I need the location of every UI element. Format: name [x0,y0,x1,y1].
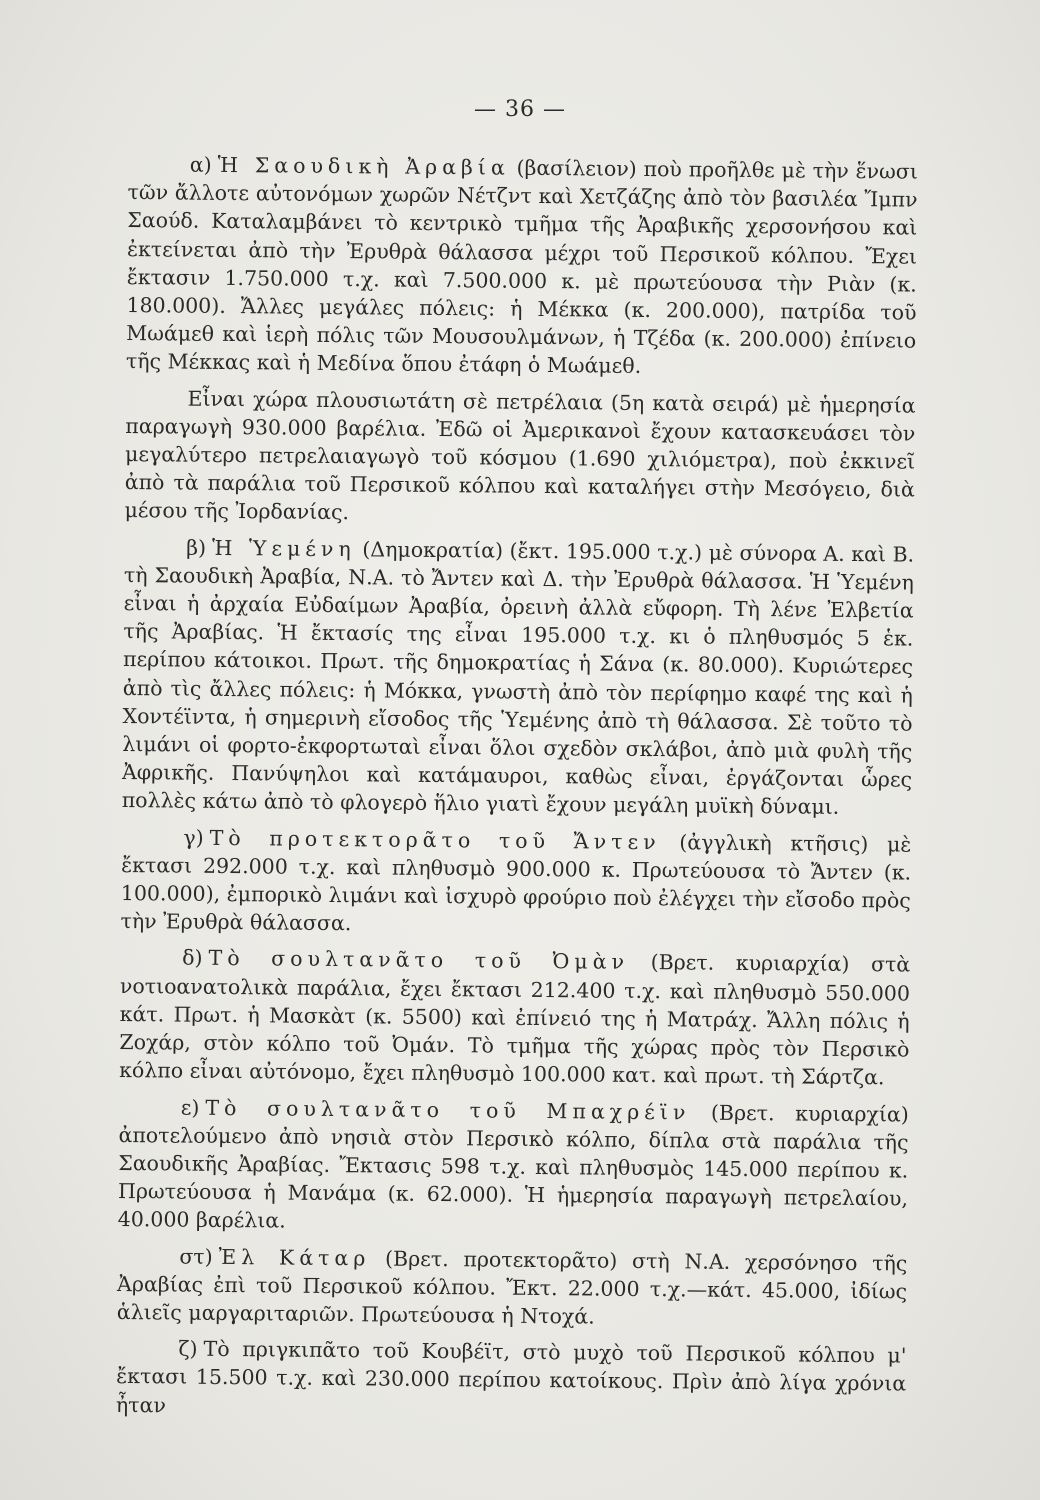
paragraph-text: (Βρετ. κυριαρχία) στὰ νοτιοανατολικὰ παράλια, ἔχει ἔκτασι 212.400 τ.χ. καὶ πληθυσμὸ 550.000 κάτ. Πρωτ. ἡ Μασκὰτ (κ. 5500) καὶ ἐπίνειό της ἡ Ματράχ. Ἄλλη πόλις ἡ Ζοχάρ, στὸν κόλπο τοῦ Ὀμάν. Τὸ τμῆμα τῆς χώρας πρὸς τὸν Περσικὸ κόλπο εἶναι αὐτόνομο, ἔχει πληθυσμὸ 100.000 κατ. καὶ πρωτ. τὴ Σάρτζα. [119,950,911,1090]
body-text [116,150,918,1434]
paragraph-label: α) [189,152,212,177]
paragraph-text: (ἀγγλικὴ κτῆσις) μὲ ἔκτασι 292.000 τ.χ. καὶ πληθυσμὸ 900.000 κ. Πρωτεύουσα τὸ Ἄντεν (κ. 100.000), ἐμπορικὸ λιμάνι καὶ ἰσχυρὸ φρούριο ποὺ ἐλέγχει τὴν εἴσοδο πρὸς τὴν Ἐρυθρὰ θάλασσα. [120,829,912,936]
paragraph-heading: Τὸ προτεκτορᾶτο τοῦ Ἄντεν [209,825,661,854]
paragraph-bahrain [118,1092,909,1241]
paragraph-label: ε) [180,1095,200,1120]
paragraph-yemen [122,533,915,823]
paragraph-heading: Ἡ Σαουδικὴ Ἀραβία [217,152,510,180]
paragraph-saudi-arabia [126,150,918,383]
paragraph-oman [119,943,910,1092]
paragraph-kuwait [116,1334,907,1426]
paragraph-heading: Τὸ σουλτανᾶτο τοῦ Ὀμὰν [208,946,630,975]
paragraph-text: (Δημοκρατία) (ἔκτ. 195.000 τ.χ.) μὲ σύνορα Α. καὶ Β. τὴ Σαουδικὴ Ἀραβία, Ν.Α. τὸ Ἄντεν καὶ Δ. τὴν Ἐρυθρὰ θάλασσα. Ἡ Ὑεμένη εἶναι ἡ ἀρχαία Εὐδαίμων Ἀραβία, ὀρεινὴ ἀλλὰ εὔφορη. Τὴ λένε Ἐλβετία τῆς Ἀραβίας. Ἡ ἔκτασίς της εἶναι 195.000 τ.χ. κι ὁ πληθυσμός 5 ἑκ. περίπου κάτοικοι. Πρωτ. τῆς δημοκρατίας ἡ Σάνα (κ. 80.000). Κυριώτερες ἀπὸ τὶς ἄλλες πόλεις: ἡ Μόκκα, γνωστὴ ἀπὸ τὸν περίφημο καφέ της καὶ ἡ Χοντέϊντα, ἡ σημερινὴ εἴσοδος τῆς Ὑεμένης ἀπὸ τὴ θάλασσα. Σὲ τοῦτο τὸ λιμάνι οἱ φορτο-ἐκφορτωταὶ εἶναι ὅλοι σχεδὸν σκλάβοι, ἀπὸ μιὰ φυλὴ τῆς Ἀφρικῆς. Πανύψηλοι καὶ κατάμαυροι, καθὼς εἶναι, ἐργάζονται ὧρες πολλὲς κάτω ἀπὸ τὸ φλογερὸ ἥλιο γιατὶ ἔχουν μεγάλη μυϊκὴ δύναμι. [121,536,915,820]
paragraph-heading: Ἡ Ὑεμένη [211,535,356,561]
page-number: — 36 — [474,97,566,122]
paragraph-heading: Τὸ σουλτανᾶτο τοῦ Μπαχρέϊν [205,1095,691,1124]
paragraph-text: (Βρετ. προτεκτορᾶτο) στὴ Ν.Α. χερσόνησο τῆς Ἀραβίας ἐπὶ τοῦ Περσικοῦ κόλπου. Ἔκτ. 22.000 τ.χ.—κάτ. 45.000, ἰδίως ἁλιεῖς μαργαριταριῶν. Πρωτεύουσα ἡ Ντοχά. [116,1246,908,1329]
paragraph-heading: Ἐλ Κάταρ [218,1244,371,1270]
paragraph-text: Εἶναι χώρα πλουσιωτάτη σὲ πετρέλαια (5η κατὰ σειρά) μὲ ἡμερησία παραγωγὴ 930.000 βαρέλια. Ἐδῶ οἱ Ἀμερικανοὶ ἔχουν κατασκευάσει τὸν μεγαλύτερο πετρελαιαγωγὸ τοῦ κόσμου (1.690 χιλιόμετρα), ποὺ ἐκκινεῖ ἀπὸ τὰ παράλια τοῦ Περσικοῦ κόλπου καὶ καταλήγει στὴν Μεσόγειο, διὰ μέσου τῆς Ἰορδανίας. [124,386,916,525]
paragraph-label: β) [186,535,207,560]
paragraph-qatar [117,1241,908,1333]
paragraph-text: Τὸ πριγκιπᾶτο τοῦ Κουβέϊτ, στὸ μυχὸ τοῦ Περσικοῦ κόλπου μ' ἔκτασι 15.500 τ.χ. καὶ 230.000 περίπου κατοίκους. Πρὶν ἀπὸ λίγα χρόνια ἦταν [115,1336,907,1417]
paragraph-aden [120,823,911,943]
paragraph-label: γ) [183,825,204,850]
paragraph-text: (βασίλειον) ποὺ προῆλθε μὲ τὴν ἕνωσι τῶν ἄλλοτε αὐτονόμων χωρῶν Νέτζντ καὶ Χετζάζης ἀπὸ τὸν βασιλέα Ἴμπν Σαούδ. Καταλαμβάνει τὸ κεντρικὸ τμῆμα τῆς Ἀραβικῆς χερσονήσου καὶ ἐκτείνεται ἀπὸ τὴν Ἐρυθρὰ θάλασσα μέχρι τοῦ Περσικοῦ κόλπου. Ἔχει ἔκτασιν 1.750.000 τ.χ. καὶ 7.500.000 κ. μὲ πρωτεύουσα τὴν Ριὰν (κ. 180.000). Ἄλλες μεγάλες πόλεις: ἡ Μέκκα (κ. 200.000), πατρίδα τοῦ Μωάμεθ καὶ ἱερὴ πόλις τῶν Μουσουλμάνων, ἡ Τζέδα (κ. 200.000) ἐπίνειο τῆς Μέκκας καὶ ἡ Μεδίνα ὅπου ἐτάφη ὁ Μωάμεθ. [125,155,918,379]
paragraph-label: στ) [179,1244,213,1269]
paragraph-oil [124,384,915,533]
paragraph-text: (Βρετ. κυριαρχία) ἀποτελούμενο ἀπὸ νησιὰ στὸν Περσικὸ κόλπο, δίπλα στὰ παράλια τῆς Σαουδικῆς Ἀραβίας. Ἔκτασις 598 τ.χ. καὶ πληθυσμὸς 145.000 περίπου κ. Πρωτεύουσα ἡ Μανάμα (κ. 62.000). Ἡ ἡμερησία παραγωγὴ πετρελαίου, 40.000 βαρέλια. [117,1100,909,1233]
paragraph-label: δ) [182,946,203,971]
paragraph-label: ζ) [178,1336,198,1361]
